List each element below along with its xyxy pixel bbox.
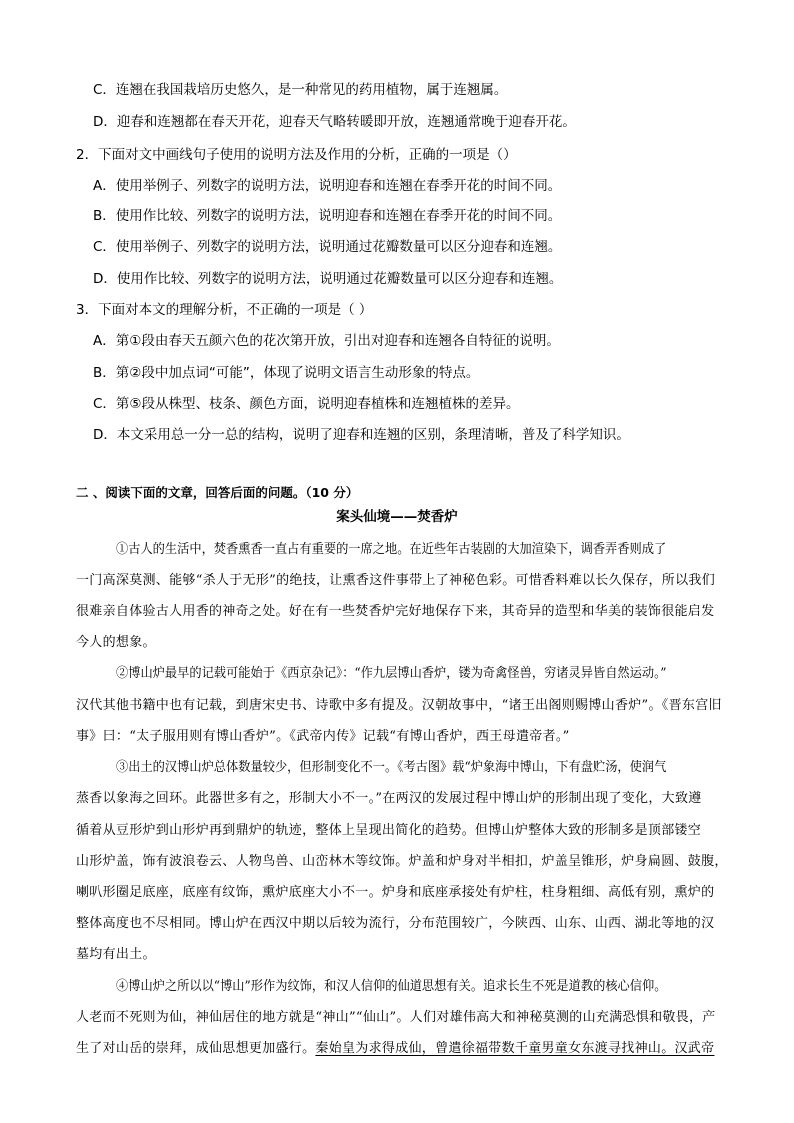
q3-stem: 3．下面对本文的理解分析，不正确的一项是（ ） — [76, 302, 373, 318]
article-line: 循着从豆形炉到山形炉再到鼎炉的轨迹，整体上呈现出简化的趋势。但博山炉整体大致的形制多是顶部镂空 — [76, 823, 702, 838]
q2-option-b: B．使用作比较、列数字的说明方法，说明迎春和连翘在春季开花的时间不同。 — [93, 208, 562, 224]
article-text: 生了对山岳的崇拜，成仙思想更加盛行。 — [76, 1041, 316, 1056]
article-line: 汉代其他书籍中也有记载，到唐宋史书、诗歌中多有提及。汉朝故事中，“诸王出阁则赐博山香炉”。《晋东宫旧 — [76, 698, 722, 713]
article-line: 很难亲自体验古人用香的神奇之处。好在有一些焚香炉完好地保存下来，其奇异的造型和华美的装饰很能启发 — [76, 604, 715, 619]
q1-option-d: D．迎春和连翘都在春天开花，迎春天气略转暖即开放，连翘通常晚于迎春开花。 — [93, 114, 576, 130]
article-line: 人老而不死则为仙，神仙居住的地方就是“神山”“仙山”。人们对雄伟高大和神秘莫测的山充满恐惧和敬畏，产 — [76, 1010, 716, 1025]
article-line: ③出土的汉博山炉总体数量较少，但形制变化不一。《考古图》载“炉象海中博山，下有盘贮汤，使润气 — [116, 760, 667, 775]
q3-option-a: A．第①段由春天五颜六色的花次第开放，引出对迎春和连翘各自特征的说明。 — [93, 333, 560, 349]
q3-option-d: D．本文采用总一分一总的结构，说明了迎春和连翘的区别，条理清晰，普及了科学知识。 — [93, 427, 630, 443]
article-line: ①古人的生活中，焚香熏香一直占有重要的一席之地。在近些年古装剧的大加渲染下，调香弄香则成了 — [116, 542, 667, 557]
article-line: 山形炉盖，饰有波浪卷云、人物鸟兽、山峦林木等纹饰。炉盖和炉身对半相扣，炉盖呈锥形，炉身扁圆、鼓腹， — [76, 854, 728, 869]
article-line: 整体高度也不尽相同。博山炉在西汉中期以后较为流行，分布范围较广，今陕西、山东、山西、湖北等地的汉 — [76, 916, 715, 931]
section-heading: 二 、阅读下面的文章，回答后面的问题。（10 分） — [76, 485, 359, 500]
q2-option-c: C．使用举例子、列数字的说明方法，说明通过花瓣数量可以区分迎春和连翘。 — [93, 239, 562, 255]
article-line: 墓均有出土。 — [76, 947, 156, 962]
q1-option-c: C．连翘在我国栽培历史悠久，是一种常见的药用植物，属于连翘属。 — [93, 82, 508, 98]
q3-option-b: B．第②段中加点词“可能”，体现了说明文语言生动形象的特点。 — [93, 365, 480, 381]
q2-option-d: D．使用作比较、列数字的说明方法，说明通过花瓣数量可以区分迎春和连翘。 — [93, 271, 563, 287]
article-line: ④博山炉之所以以“博山”形作为纹饰，和汉人信仰的仙道思想有关。追求长生不死是道教的核心信仰。 — [116, 979, 667, 994]
article-line — [76, 1040, 748, 1058]
underlined-sentence: 秦始皇为求得成仙，曾遣徐福带数千童男童女东渡寻找神山。汉武帝 — [315, 1041, 715, 1056]
q2-option-a: A．使用举例子、列数字的说明方法，说明迎春和连翘在春季开花的时间不同。 — [93, 178, 562, 194]
article-line: ②博山炉最早的记载可能始于《西京杂记》：“作九层博山香炉，镂为奇禽怪兽，穷诸灵异皆自然运动。” — [116, 666, 667, 681]
article-line: 事》曰：“太子服用则有博山香炉”。《武帝内传》记载“有博山香炉，西王母遣帝者。” — [76, 729, 570, 744]
article-line: 喇叭形圈足底座，底座有纹饰，熏炉底座大小不一。炉身和底座承接处有炉柱，柱身粗细、高低有别，熏炉的 — [76, 885, 715, 900]
article-line: 一门高深莫测、能够“杀人于无形”的绝技，让熏香这件事带上了神秘色彩。可惜香料难以长久保存，所以我们 — [76, 573, 715, 588]
article-line: 今人的想象。 — [76, 635, 156, 650]
article-line: 蒸香以象海之回环。此器世多有之，形制大小不一。”在两汉的发展过程中博山炉的形制出现了变化，大致遵 — [76, 791, 702, 806]
article-title: 案头仙境——焚香炉 — [336, 509, 458, 525]
q2-stem: 2．下面对文中画线句子使用的说明方法及作用的分析，正确的一项是（） — [76, 147, 517, 163]
q3-option-c: C．第⑤段从株型、枝条、颜色方面，说明迎春植株和连翘植株的差异。 — [93, 396, 520, 412]
